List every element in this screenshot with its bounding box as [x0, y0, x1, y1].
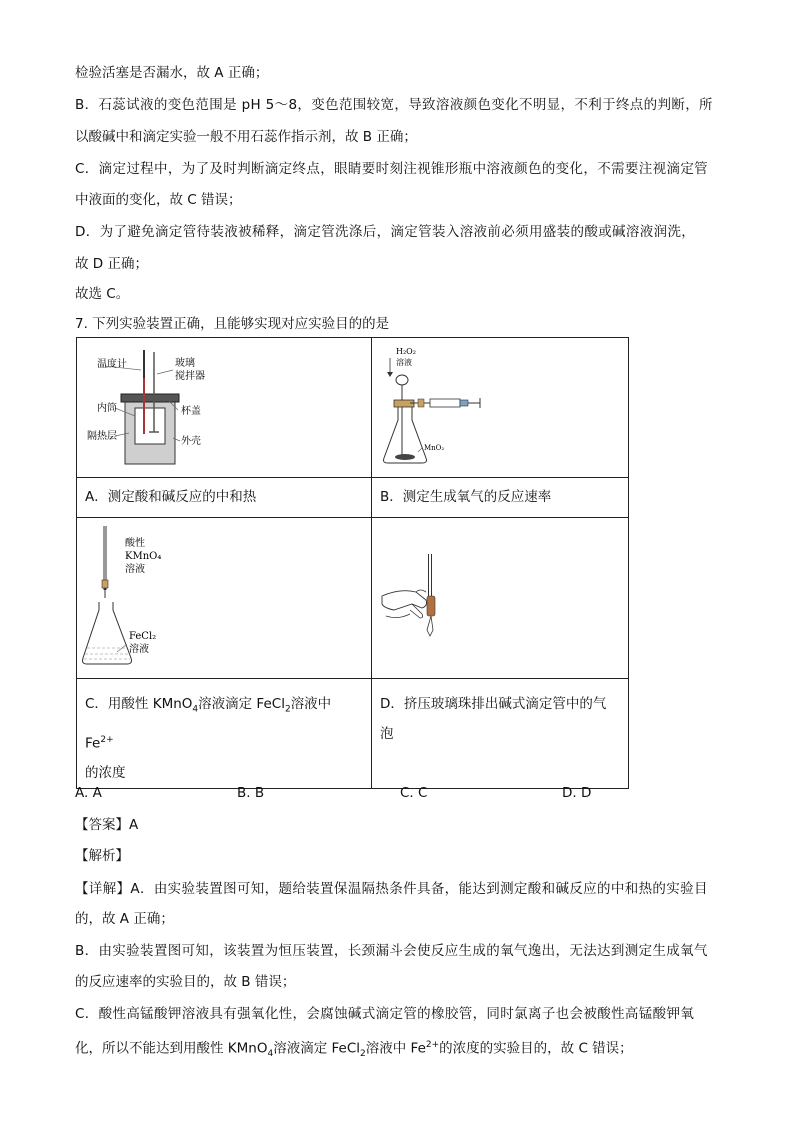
- option-d-caption-cell: [372, 679, 629, 789]
- label-fecl2: FeCl₂: [129, 631, 157, 642]
- option-c: C. C: [400, 785, 428, 801]
- text-line-2: B．石蕊试液的变色范围是 pH 5～8，变色范围较宽，导致溶液颜色变化不明显，不利于终点的判断，所: [75, 97, 713, 113]
- label-acidic: 酸性: [125, 538, 145, 549]
- label-kmno4-solution: 溶液: [125, 564, 145, 575]
- titration-figure: [77, 518, 371, 674]
- label-mno2: MnO₂: [424, 444, 445, 452]
- question-7-stem: 7. 下列实验装置正确，且能够实现对应实验目的的是: [75, 316, 390, 332]
- label-thermometer: 温度计: [97, 359, 127, 370]
- calorimeter-figure: [77, 338, 371, 473]
- option-c-caption: C．用酸性 KMnO$_4$溶液滴定 FeCl$_2$溶液中 $Fe^{2+}$ 的浓度: [85, 696, 332, 782]
- option-b: B. B: [237, 785, 265, 801]
- burette-bubble-figure: [372, 518, 628, 674]
- figure-d-cell: [372, 518, 629, 679]
- option-d-caption: D．挤压玻璃珠排出碱式滴定管中的气 泡: [380, 696, 607, 742]
- explanation-line-4: 的反应速率的实验目的，故 B 错误；: [75, 974, 296, 990]
- text-line-3: 以酸碱中和滴定实验一般不用石蕊作指示剂，故 B 正确；: [75, 129, 417, 145]
- option-b-caption-cell: [372, 478, 629, 518]
- text-line-1: 检验活塞是否漏水，故 A 正确；: [75, 65, 269, 81]
- text-line-4: C．滴定过程中，为了及时判断滴定终点，眼睛要时刻注视锥形瓶中溶液颜色的变化，不需要注视滴定管: [75, 161, 709, 177]
- label-fecl2-solution: 溶液: [129, 644, 149, 655]
- figure-c-cell: [77, 518, 372, 679]
- option-a: A. A: [75, 785, 102, 801]
- label-kmno4: KMnO₄: [125, 551, 162, 562]
- option-b-caption: B．测定生成氧气的反应速率: [380, 489, 552, 505]
- explanation-line-2: 的，故 A 正确；: [75, 911, 174, 927]
- text-line-6: D．为了避免滴定管待装液被稀释，滴定管洗涤后，滴定管装入溶液前必须用盛装的酸或碱溶液润洗，: [75, 224, 696, 240]
- label-inner-cylinder: 内筒: [97, 403, 117, 414]
- option-a-caption: A．测定酸和碱反应的中和热: [85, 489, 257, 505]
- label-lid: 杯盖: [181, 406, 201, 417]
- label-h2o2: H₂O₂: [396, 347, 416, 356]
- text-line-5: 中液面的变化，故 C 错误；: [75, 192, 242, 208]
- option-c-caption-cell: [77, 679, 372, 789]
- explanation-line-5: C．酸性高锰酸钾溶液具有强氧化性，会腐蚀碱式滴定管的橡胶管，同时氯离子也会被酸性高锰酸钾氧: [75, 1006, 695, 1022]
- figure-a-cell: [77, 338, 372, 478]
- label-h2o2-solution: 溶液: [396, 358, 412, 367]
- label-glass: 玻璃: [175, 358, 195, 369]
- explanation-line-6: 化，所以不能达到用酸性 KMnO$_4$溶液滴定 FeCl$_2$溶液中 $Fe^{2+}$的浓度的实验目的，故 C 错误；: [75, 1040, 633, 1060]
- apparatus-table: [76, 337, 629, 789]
- text-line-7: 故 D 正确；: [75, 256, 148, 272]
- analysis-header: 【解析】: [75, 848, 129, 864]
- explanation-line-3: B．由实验装置图可知，该装置为恒压装置，长颈漏斗会使反应生成的氧气逸出，无法达到测定生成氧气: [75, 943, 708, 959]
- figure-b-cell: [372, 338, 629, 478]
- label-shell: 外壳: [181, 436, 201, 447]
- answer-line: 【答案】A: [75, 817, 139, 833]
- oxygen-rate-figure: [372, 338, 628, 473]
- option-d: D. D: [562, 785, 592, 801]
- label-insulation: 隔热层: [87, 431, 117, 442]
- text-line-8: 故选 C。: [75, 286, 130, 302]
- label-stirrer: 搅拌器: [175, 371, 205, 382]
- explanation-line-1: 【详解】A．由实验装置图可知，题给装置保温隔热条件具备，能达到测定酸和碱反应的中和热的实验目: [75, 881, 708, 897]
- option-a-caption-cell: [77, 478, 372, 518]
